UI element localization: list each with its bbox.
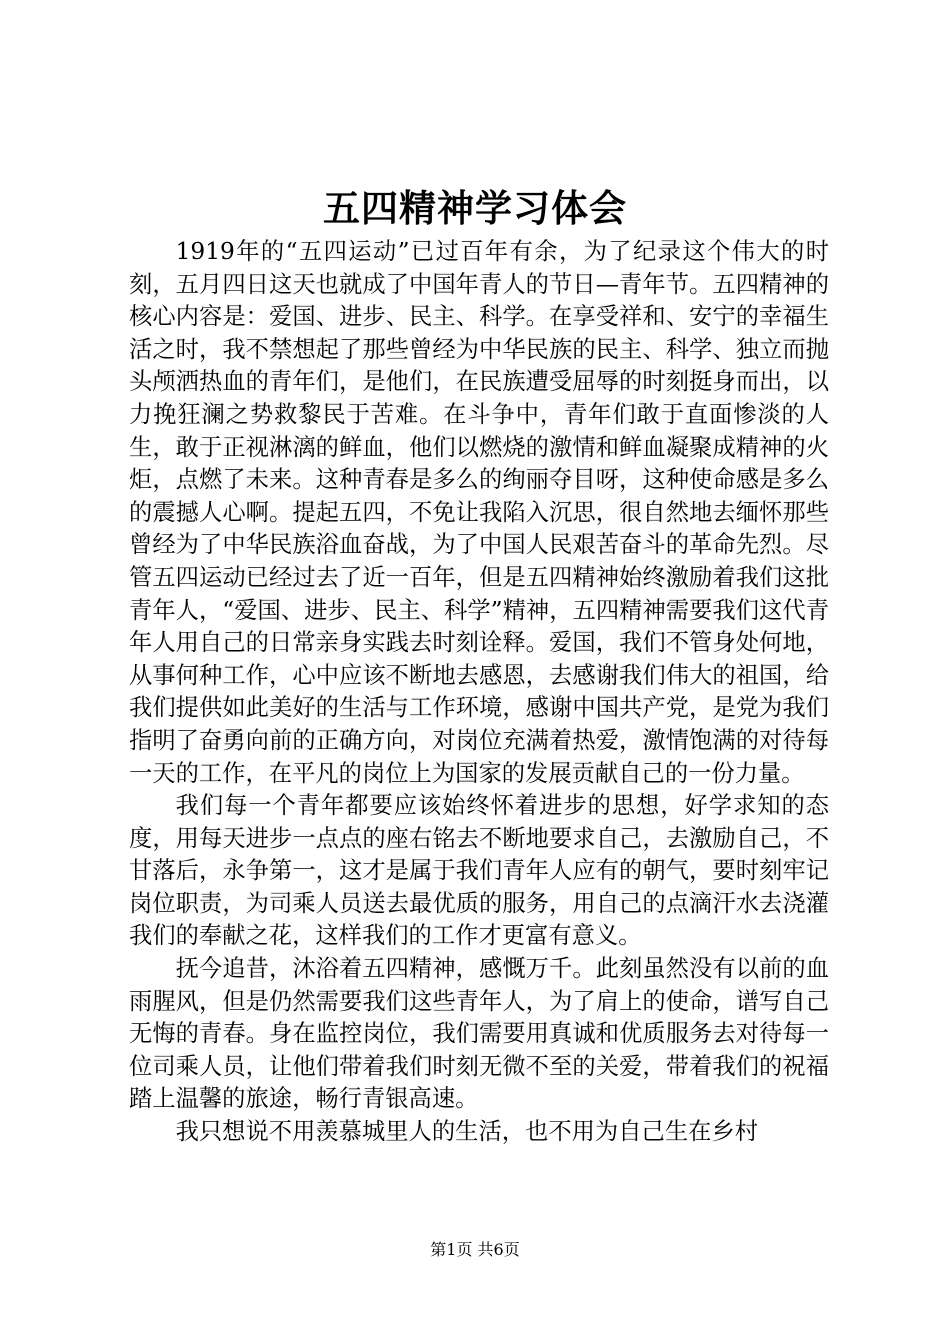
document-title: 五四精神学习体会: [323, 186, 627, 230]
paragraph-3: 抚今追昔，沐浴着五四精神，感慨万千。此刻虽然没有以前的血雨腥风，但是仍然需要我们这些青年人，为了肩上的使命，谱写自己无悔的青春。身在监控岗位，我们需要用真诚和优质服务去对待每一位司乘人员，让他们带着我们时刻无微不至的关爱，带着我们的祝福踏上温馨的旅途，畅行青银高速。: [129, 955, 829, 1113]
paragraph-4: 我只想说不用羡慕城里人的生活，也不用为自己生在乡村: [175, 1118, 759, 1146]
paragraph-2: 我们每一个青年都要应该始终怀着进步的思想，好学求知的态度，用每天进步一点点的座右铭去不断地要求自己，去激励自己，不甘落后，永争第一，这才是属于我们青年人应有的朝气，要时刻牢记岗位职责，为司乘人员送去最优质的服务，用自己的点滴汗水去浇灌我们的奉献之花，这样我们的工作才更富有意义。: [129, 792, 829, 950]
document-body: [129, 236, 829, 1149]
page-number-footer: 第1页 共6页: [430, 1240, 520, 1259]
paragraph-1: 1919年的“五四运动”已过百年有余，为了纪录这个伟大的时刻，五月四日这天也就成了中国年青人的节日—青年节。五四精神的核心内容是：爱国、进步、民主、科学。在享受祥和、安宁的幸福生活之时，我不禁想起了那些曾经为中华民族的民主、科学、独立而抛头颅洒热血的青年们，是他们，在民族遭受屈辱的时刻挺身而出，以力挽狂澜之势救黎民于苦难。在斗争中，青年们敢于直面惨淡的人生，敢于正视淋漓的鲜血，他们以燃烧的激情和鲜血凝聚成精神的火炬，点燃了未来。这种青春是多么的绚丽夺目呀，这种使命感是多么的震撼人心啊。提起五四，不免让我陷入沉思，很自然地去缅怀那些曾经为了中华民族浴血奋战，为了中国人民艰苦奋斗的革命先烈。尽管五四运动已经过去了近一百年，但是五四精神始终激励着我们这批青年人，“爱国、进步、民主、科学”精神，五四精神需要我们这代青年人用自己的日常亲身实践去时刻诠释。爱国，我们不管身处何地，从事何种工作，心中应该不断地去感恩，去感谢我们伟大的祖国，给我们提供如此美好的生活与工作环境，感谢中国共产党，是党为我们指明了奋勇向前的正确方向，对岗位充满着热爱，激情饱满的对待每一天的工作，在平凡的岗位上为国家的发展贡献自己的一份力量。: [129, 238, 829, 787]
